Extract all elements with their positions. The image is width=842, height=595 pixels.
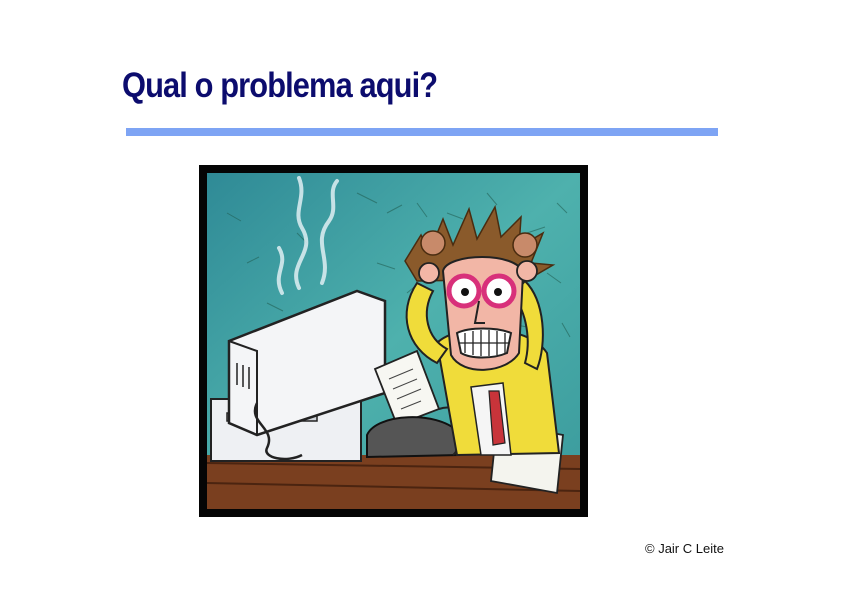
cartoon-drawing [207, 173, 580, 509]
copyright-footer: © Jair C Leite [645, 541, 724, 556]
telephone [367, 417, 459, 457]
title-underline [126, 128, 718, 136]
slide-title: Qual o problema aqui? [122, 66, 438, 105]
right-hand [517, 261, 537, 281]
left-hand [419, 263, 439, 283]
cartoon-illustration [199, 165, 588, 517]
gritted-teeth [457, 329, 511, 358]
